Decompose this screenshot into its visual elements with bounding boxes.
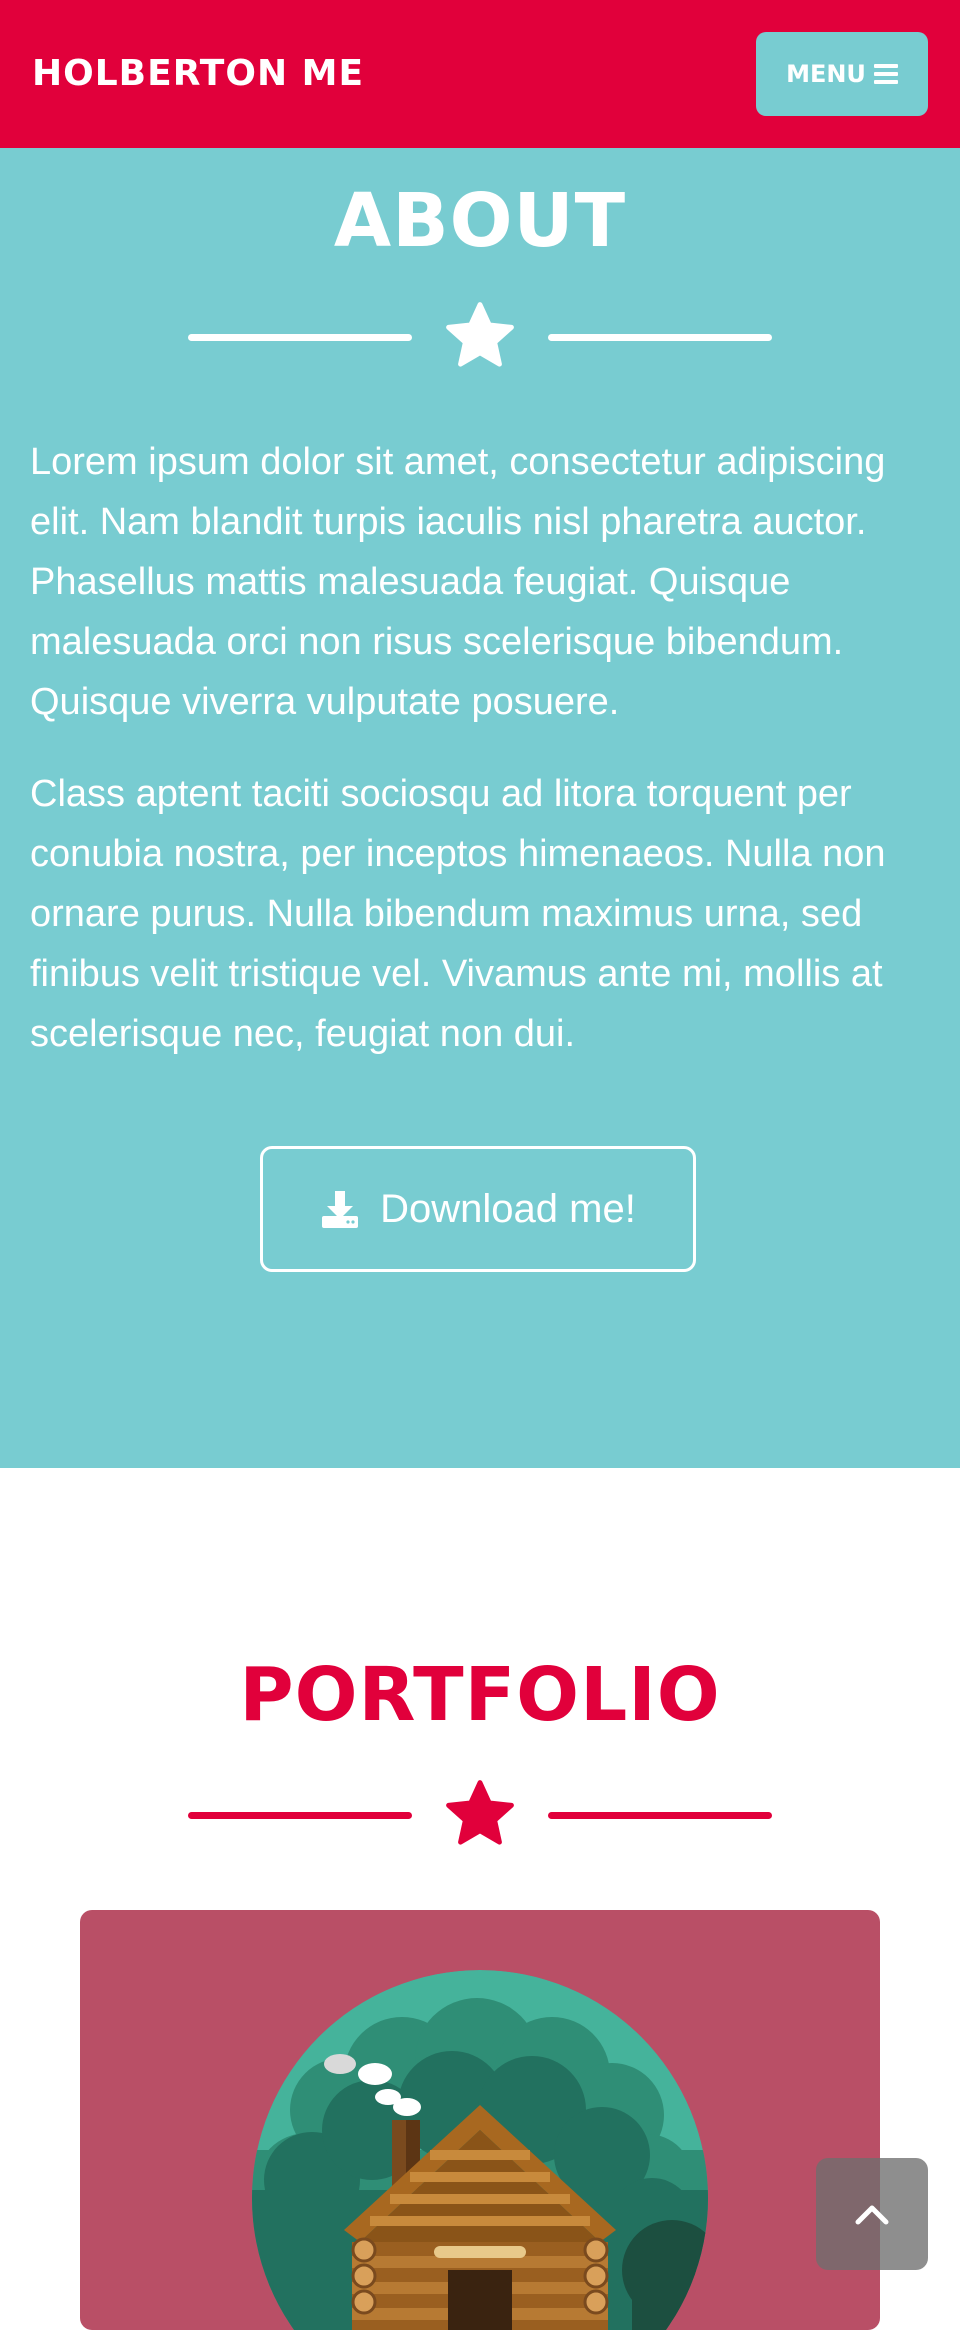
- bars-icon: [874, 63, 898, 85]
- about-paragraph-1: Lorem ipsum dolor sit amet, consectetur adipiscing elit. Nam blandit turpis iaculis nisl pharetra auctor. Phasellus mattis malesuada feugiat. Quisque malesuada orci non risus scelerisque bibendum. Quisque viverra vulputate posuere.: [30, 441, 886, 723]
- about-paragraph-2: Class aptent taciti sociosqu ad litora torquent per conubia nostra, per inceptos himenaeos. Nulla non ornare purus. Nulla bibendum maximus urna, sed finibus velit tristique vel. Vivamus ante mi, mollis at scelerisque nec, feugiat non dui.: [30, 773, 886, 1055]
- download-button-label: Download me!: [380, 1186, 636, 1231]
- portfolio-divider: [188, 1778, 772, 1850]
- portfolio-item-cabin[interactable]: [80, 1910, 880, 2330]
- divider-line-right: [548, 1812, 772, 1819]
- chevron-up-icon: [854, 2202, 890, 2226]
- star-icon: [444, 300, 516, 372]
- menu-button-label: MENU: [786, 60, 866, 88]
- about-divider: [188, 300, 772, 372]
- download-icon: [320, 1189, 360, 1229]
- navbar: [0, 0, 960, 148]
- divider-line-left: [188, 334, 412, 341]
- brand-logo[interactable]: HOLBERTON ME: [32, 53, 365, 94]
- cabin-illustration: [252, 1970, 708, 2330]
- star-icon: [444, 1778, 516, 1850]
- menu-button[interactable]: [756, 32, 928, 116]
- download-button[interactable]: [260, 1146, 696, 1272]
- scroll-to-top-button[interactable]: [816, 2158, 928, 2270]
- portfolio-title: PORTFOLIO: [239, 1652, 721, 1738]
- divider-line-right: [548, 334, 772, 341]
- about-title: ABOUT: [333, 178, 627, 264]
- divider-line-left: [188, 1812, 412, 1819]
- about-section: [0, 148, 960, 1468]
